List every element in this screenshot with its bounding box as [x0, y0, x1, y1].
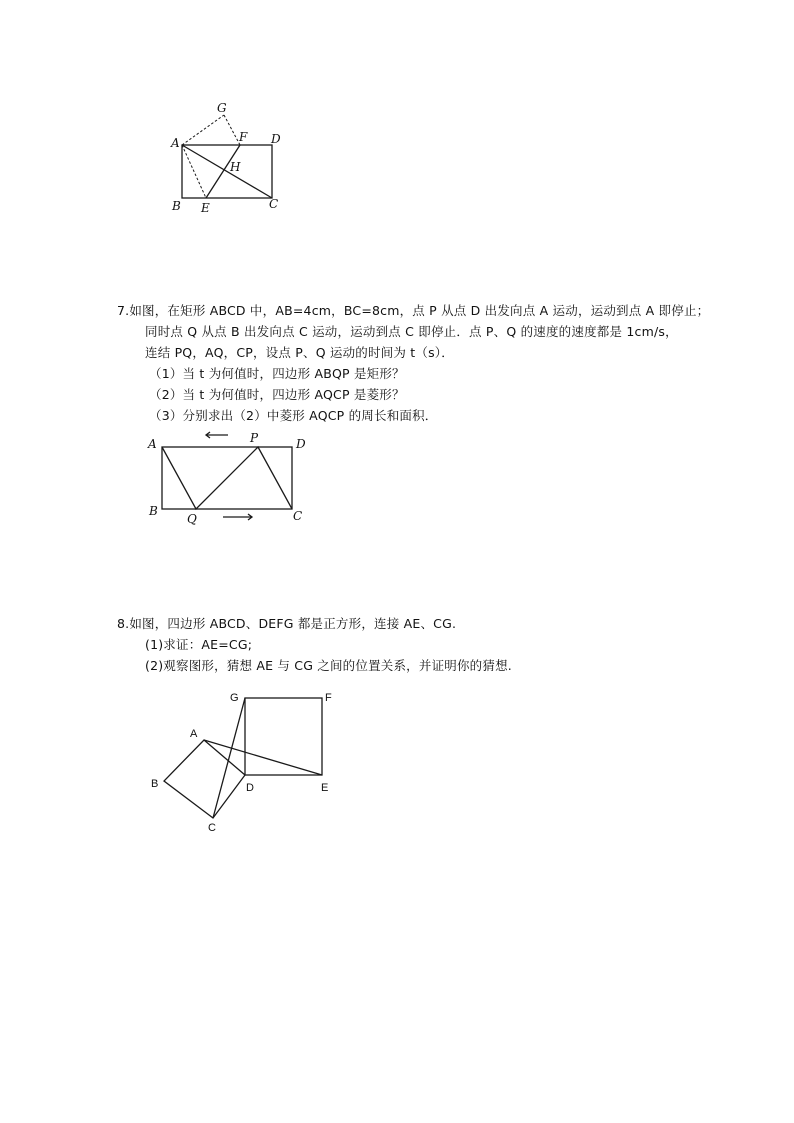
label-h: H — [230, 160, 241, 174]
label-c: C — [208, 822, 216, 834]
segment-ae — [182, 145, 206, 198]
figure-rectangle-fold — [160, 95, 300, 220]
label-g: G — [230, 692, 239, 704]
diagonal-ac — [182, 145, 272, 198]
subquestion: (1)求证：AE=CG; — [145, 637, 253, 652]
label-a: A — [148, 437, 157, 451]
figure-moving-points — [140, 425, 315, 530]
subquestion: （1）当 t 为何值时，四边形 ABQP 是矩形？ — [149, 366, 405, 381]
question-text-line: 如图，在矩形 ABCD 中，AB=4cm，BC=8cm，点 P 从点 D 出发向点 A 运动，运动到点 A 即停止； — [129, 303, 710, 318]
segment-ag — [182, 115, 224, 145]
label-d: D — [296, 437, 306, 451]
label-q: Q — [187, 512, 197, 526]
label-f: F — [325, 692, 332, 704]
segment-gf — [224, 115, 240, 145]
segment-ae — [204, 740, 322, 775]
question-number: 7. — [117, 303, 130, 318]
label-c: C — [269, 197, 279, 211]
label-a: A — [171, 136, 180, 150]
label-b: B — [172, 199, 181, 213]
label-a: A — [190, 728, 198, 740]
label-c: C — [293, 509, 303, 523]
subquestion: (2)观察图形，猜想 AE 与 CG 之间的位置关系，并证明你的猜想. — [145, 658, 512, 673]
label-d: D — [271, 132, 281, 146]
figure-two-squares — [145, 685, 345, 835]
label-p: P — [250, 431, 259, 445]
question-7 — [117, 301, 709, 427]
label-e: E — [321, 782, 329, 794]
question-text-line: 如图，四边形 ABCD、DEFG 都是正方形，连接 AE、CG. — [129, 616, 457, 631]
label-e: E — [201, 201, 210, 215]
label-f: F — [239, 130, 248, 144]
square-abcd — [164, 740, 245, 818]
label-d: D — [246, 782, 254, 794]
question-8 — [117, 614, 512, 677]
label-b: B — [149, 504, 158, 518]
subquestion: （2）当 t 为何值时，四边形 AQCP 是菱形？ — [149, 387, 405, 402]
label-g: G — [217, 101, 227, 115]
question-text-line: 连结 PQ，AQ，CP，设点 P、Q 运动的时间为 t（s）． — [145, 345, 454, 360]
zigzag-aqpc — [162, 447, 292, 509]
subquestion: （3）分别求出（2）中菱形 AQCP 的周长和面积． — [149, 408, 438, 423]
label-b: B — [151, 778, 159, 790]
question-number: 8. — [117, 616, 130, 631]
question-text-line: 同时点 Q 从点 B 出发向点 C 运动，运动到点 C 即停止．点 P、Q 的速度的速度都是 1cm/s， — [145, 324, 678, 339]
segment-cg — [213, 698, 245, 818]
